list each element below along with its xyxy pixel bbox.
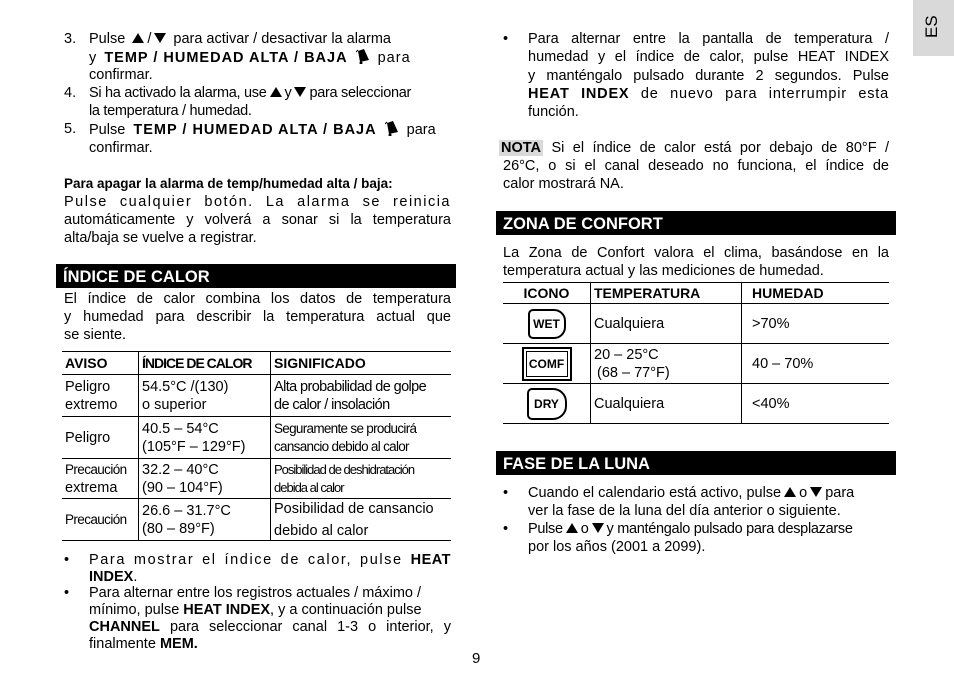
table-row: COMF 20 – 25°C (68 – 77°F) 40 – 70% [503, 344, 889, 384]
step-5-line2: confirmar. [89, 140, 153, 156]
comfort-intro-line2: temperatura actual y las mediciones de humedad. [503, 263, 824, 279]
header-indice: ÍNDICE DE CALOR [139, 352, 271, 375]
bullet-dot: • [64, 552, 70, 568]
moon-phase-heading: FASE DE LA LUNA [496, 451, 896, 475]
right-bullet-line3: y manténgalo pulsado durante 2 segundos. Pulse [528, 68, 889, 84]
right-bullet-line2: humedad y el índice de calor, pulse HEAT INDEX [528, 49, 889, 65]
right-bullet-line4: HEAT INDEX de nuevo para interrumpir esta [528, 86, 889, 102]
table-row: Peligro 40.5 – 54°C (105°F – 129°F) Seguramente se producirá cansancio debido al calor [62, 417, 451, 459]
up-arrow-icon [784, 487, 796, 497]
step-number: 4. [64, 85, 77, 101]
heat-bullet2-line2: mínimo, pulse HEAT INDEX, y a continuación pulse [89, 602, 422, 618]
heat-intro-line1: El índice de calor combina los datos de temperatura [64, 291, 451, 307]
down-arrow-icon [294, 87, 306, 97]
step-3-line3: confirmar. [89, 67, 153, 83]
heat-bullet1-line1: Para mostrar el índice de calor, pulse HEAT [89, 552, 451, 568]
alarm-off-line3: alta/baja se vuelve a registrar. [64, 230, 257, 246]
table-header-row [503, 283, 889, 304]
comfort-intro-line1: La Zona de Confort valora el clima, basándose en la [503, 245, 889, 261]
step-3-line1: Pulse / para activar / desactivar la alarma [89, 31, 391, 47]
header-significado: SIGNIFICADO [271, 352, 452, 375]
down-arrow-icon [154, 33, 166, 43]
page-number: 9 [472, 650, 481, 667]
table-row: DRY Cualquiera <40% [503, 384, 889, 424]
step-4-line2: la temperatura / humedad. [89, 103, 252, 119]
heat-bullet2-line3: CHANNEL para seleccionar canal 1-3 o interior, y [89, 619, 451, 635]
up-arrow-icon [270, 87, 282, 97]
table-header-row [62, 352, 451, 375]
up-arrow-icon [132, 33, 144, 43]
comf-icon: COMF [522, 347, 572, 381]
down-arrow-icon [592, 523, 604, 533]
moon-bullet2-line2: por los años (2001 a 2099). [528, 539, 706, 555]
step-number: 5. [64, 121, 77, 137]
step-number: 3. [64, 31, 77, 47]
table-row: Peligro extremo 54.5°C /(130) o superior Alta probabilidad de golpe de calor / insolación [62, 375, 451, 417]
moon-bullet2-line1: Pulse o y manténgalo pulsado para desplazarse [528, 521, 853, 537]
language-tab-label: ES [922, 15, 941, 38]
header-icono: ICONO [503, 283, 591, 304]
alarm-off-title: Para apagar la alarma de temp/humedad alta / baja: [64, 176, 393, 191]
header-aviso: AVISO [62, 352, 139, 375]
header-temperatura: TEMPERATURA [591, 283, 742, 304]
alarm-bell-icon [356, 48, 370, 64]
heat-bullet2-line1: Para alternar entre los registros actuales / máximo / [89, 585, 422, 601]
heat-bullet2-line4: finalmente MEM. [89, 636, 198, 652]
step-3-line2: y TEMP / HUMEDAD ALTA / BAJA para [89, 50, 411, 66]
dry-icon: DRY [527, 388, 567, 420]
up-arrow-icon [566, 523, 578, 533]
heat-intro-line3: se siente. [64, 327, 127, 343]
bullet-dot: • [503, 521, 509, 537]
table-row: WET Cualquiera >70% [503, 304, 889, 344]
right-bullet-line1: Para alternar entre la pantalla de temperatura / [528, 31, 889, 47]
table-row: Precaución 26.6 – 31.7°C (80 – 89°F) Posibilidad de cansancio debido al calor [62, 499, 451, 541]
comfort-table [503, 283, 889, 424]
bullet-dot: • [503, 31, 509, 47]
step-5-line1: Pulse TEMP / HUMEDAD ALTA / BAJA para [89, 122, 436, 138]
nota-line1: NOTA Si el índice de calor está por debajo de 80°F / [501, 140, 890, 156]
language-tab [913, 0, 954, 56]
step-4-line1: Si ha activado la alarma, use y para seleccionar [89, 85, 412, 101]
heat-intro-line2: y humedad para describir la temperatura actual que [64, 309, 451, 325]
heat-bullet1-line2: INDEX. [89, 569, 138, 585]
down-arrow-icon [810, 487, 822, 497]
wet-icon: WET [528, 309, 566, 339]
moon-bullet1-line1: Cuando el calendario está activo, pulse o para [528, 485, 855, 501]
nota-label: NOTA [501, 140, 542, 156]
header-humedad: HUMEDAD [742, 283, 890, 304]
bullet-dot: • [503, 485, 509, 501]
heat-index-heading: ÍNDICE DE CALOR [56, 264, 456, 288]
nota-line3: calor mostrará NA. [503, 176, 624, 192]
moon-bullet1-line2: ver la fase de la luna del día anterior o siguiente. [528, 503, 841, 519]
alarm-off-line1: Pulse cualquier botón. La alarma se reinicia [64, 194, 451, 210]
alarm-off-line2: automáticamente y volverá a sonar si la temperatura [64, 212, 451, 228]
heat-index-table [62, 352, 451, 541]
bullet-dot: • [64, 585, 70, 601]
alarm-bell-icon [385, 120, 399, 136]
comfort-zone-heading: ZONA DE CONFORT [496, 211, 896, 235]
table-row: Precaución extrema 32.2 – 40°C (90 – 104°F) Posibilidad de deshidratación debida al calor [62, 459, 451, 499]
nota-line2: 26°C, o si el canal deseado no funciona, el índice de [503, 158, 889, 174]
right-bullet-line5: función. [528, 104, 579, 120]
